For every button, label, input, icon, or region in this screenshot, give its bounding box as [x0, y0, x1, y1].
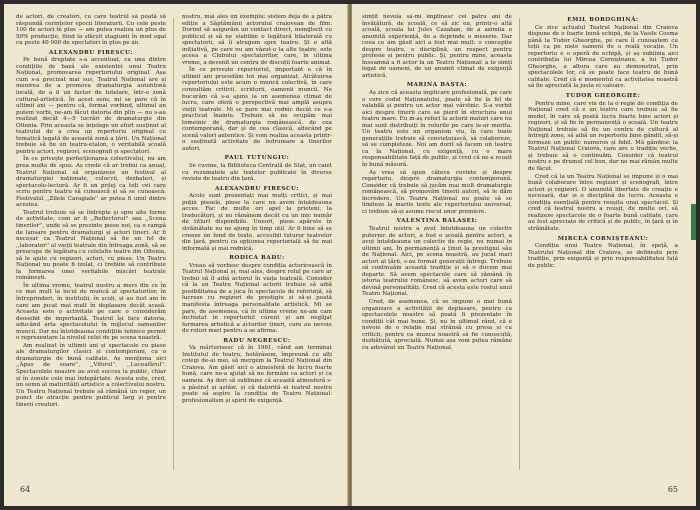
- book-spread: [4, 4, 696, 506]
- paragraph: Am realizat în ultimii ani și spectacole cu piese ale dramaturgilor clasici și contemporani, cu o dramaturgie de bună calitate. Aș menționa aici ,,Apus de soare'', ,,Viforul'', ,,Luceafărul''. Spectacolele noastre au avut succes la public, chiar și în zonele cele mai îndepărtate. Acesta este, cred, un semn al maturității artistice a colectivului nostru. Un Teatru Național trebuie să rămână un reper, un punct de atracție pentru publicul larg și pentru tinerii creatori.: [16, 342, 166, 408]
- paragraph: Aș vrea să spun câteva cuvinte și despre repertoriu, despre dramaturgia contemporană. Consider că trebuie să jucăm mai mult dramaturgie românească, să promovăm tinerii autori, să le dăm încredere. Un Teatru Național nu poate să se limiteze la marile texte ale repertoriului universal, ci trebuie să-și asume riscul unor premiere.: [362, 169, 512, 215]
- left-page: [4, 4, 348, 506]
- paragraph: simțit nevoia să-mi împlinesc cei patru ani de învățătură, de școală, ce să zic eu, printr-o altă școală, școala lui Jules Cazaban, de a asimila o anumită experiență, de a deprinde o meserie. Dar ceea ce am găsit aici a fost mai mult: o concepție despre teatru, o disciplină, un respect pentru profesie și pentru public. Și, pentru mine, aceasta înseamnă a fi actor la un Teatru Național: a te simți legat de oameni, de un anumit climat de exigență artistică.: [362, 14, 512, 79]
- right-column-1: [362, 14, 512, 476]
- speaker-heading: MARINA BAȘTA:: [406, 82, 468, 89]
- speaker-heading: VALENTINA BALAȘEI:: [396, 218, 478, 225]
- speaker-heading: EMIL BOROGHINĂ:: [567, 17, 639, 23]
- column-divider: [519, 18, 520, 470]
- left-column-2: [182, 14, 332, 476]
- paragraph: Ce zice actualul Teatrul Național din Craiova dispune de o foarte bună echipă, de la Vasile Cosma până la Tudor Gheorghe, pe care îi cunoaștem cu toții ca pe niște oameni de o reală vocație. Un repertoriu e o operă de echipă, și aș sublinia aici contribuția lui Mircea Cornișteanu, a lui Tudor Gheorghe, a altora care au demonstrat, prin spectacolele lor, că se poate face teatru de bună calitate. Cred că e momentul ca activitatea noastră să fie apreciată la justa ei valoare.: [528, 24, 678, 90]
- page-number-left: 64: [20, 485, 31, 494]
- paragraph: Pentru mine, care vin de la o regie de condiția de Național cred că e un teatru care trebuie să fie model, în care să poată lucra foarte bine actori și regizori, și să fie în permanență o școală. Un teatru Național trebuie să fie un centru de cultură al întregii zone, să aibă un repertoriu bine gândit, să-și formeze un public numeros și fidel. Mă gândesc la Teatrul Național Craiova, care are o tradiție veche, și trebuie să o continuăm. Consider că teatrul nostru e pe drumul cel bun, dar ne mai rămân multe de făcut.: [528, 100, 678, 173]
- page-number-right: 65: [667, 485, 678, 494]
- right-column-2: [528, 14, 678, 476]
- paragraph: Va mărturisesc că în 1961, când am terminat Institutul de teatru, hotărâsem, împreună cu alți colegi de-ai mei, să mergem la Teatrul Național din Craiova. Am găsit aici o atmosferă de lucru foarte bună, care ne-a ajutat să ne formăm ca actori și ca oameni. Aș dori să subliniez că această atmosferă s-a păstrat și astăzi, și că datorită ei teatrul nostru poate să aspire la condiția de Teatru Național: profesionalism și spirit de exigență.: [182, 345, 332, 404]
- speaker-heading: PAUL TUTUNGIU:: [224, 155, 290, 162]
- paragraph: Cred că la un Teatru Național se impune și o mai bună colaborare între regizori și scenografi, între actori și regizori. O anumită libertate de creație e necesară, dar și o disciplină de lucru. Aceasta e condiția esențială pentru reușita unui spectacol. Și cred că teatrul nostru a reușit, de multe ori, să realizeze spectacole de o foarte bună calitate, care au fost apreciate de critică și de public, în țară și în străinătate.: [528, 173, 678, 232]
- paragraph: de actori, de creatori, cu care teatrul să poată să răspundă cerințelor epocii literaturii. Cu cele peste 100 de actori în plus — am putea realiza un plus de 50% producție, fiind la sfârșit stagiunii în mod egal cu peste 40 000 de spectatori în plus pe an.: [16, 14, 166, 47]
- paragraph: Teatrul nostru a avut întotdeauna un colectiv puternic de actori, a fost o școală pentru actori, a avut întotdeauna un colectiv de regie, nu numai în ultimii ani. În permanență a ținut la prestigiul său de Național. Aici, pe scena noastră, au jucat mari actori ai țării, s-au format generații întregi. Trebuie să continuăm această tradiție și să o ducem mai departe. Să avem spectacole care să rămână în istoria teatrului românesc, să avem actori care să devină personalități. Cred că acesta este rostul unui Teatru Național.: [362, 225, 512, 298]
- paragraph: Aș zice că aceasta implicare profesională, pe care o cere codul Naționalului, poate să fie la fel de valabilă și pentru un actor mai vârstnic. S-a vorbit aici despre tinerii care se pierd în structura unui teatru mare. Eu m-aș referi la actorii maturi care nu mai sunt distribuiți în rolurile pe care le-ar merita. Un teatru este un organism viu, în care toate generațiile trebuie să conviețuiască, să colaboreze, să se completeze. Noi am dorit să facem un teatru ca la Național, cu exigență, cu o mare responsabilitate față de public, și cred că ne-a reușit în bună măsură.: [362, 90, 512, 169]
- paragraph: Teatrul trebuie să se îndrepte și spre alte forme de activitate, cum ar fi ,,Reflectorul'' sau ,,Scena tinerilor'', unde să se prezinte piese noi, ca o rampă de lansare pentru dramaturgi și actori tineri. Ar fi necesar ca Teatrul Național să fie un fel de ,,laborator'' al vieții teatrale din întreaga zonă, să se preocupe de legătura cu celelalte teatre din Oltenia, să le ajute cu regizori, actori, cu piese. Un Teatru Național nu poate fi izolat, ci trebuie să contribuie la formarea unei veritabile mișcări teatrale românești.: [16, 209, 166, 282]
- paragraph: În ce privește perfecționarea colectivului, nu am prea multe de spus. Aș crede că ar trebui ca anual, Teatrul Național să organizeze un festival al dramaturgiei naționale, colocvii, dezbateri, și spectacole-lectură. Ar fi un prilej ca toți cei care scriu pentru teatru să cunoască și să se cunoască. Festivalul ,,Zilele Caragiale'' ar putea fi unul dintre acestea.: [16, 156, 166, 209]
- speaker-heading: RADU NEGRESCU:: [223, 337, 291, 344]
- paragraph: Pe bună dreptate s-a accentuat, ca una dintre condițiile de bază ale existenței unui Teatru Național, promovarea repertoriului original. Așa cum s-a precizat mai sus, Teatrul Național are și menirea de a promova dramaturgia autohtonă locală, de a fi un factor de tutelare, într-o zonă cultural-artistică. În acest sens, mi se pare că în ultimii ani — pentru că, formal vorbind, ultimul an putem vorbi, ne-am făcut datoria din plin — nu s-au realizat decât 4—5 lucrări de dramaturgie din Oltenia. Prin aceasta se înțelege un efort susținut al teatrului de a crea un repertoriu original cu tematică legată de această zonă a țării. Un Național trebuie să fie un teatru-etalon, o veritabilă școală pentru actori, regizori, scenografi și spectatori.: [16, 57, 166, 155]
- speaker-heading: MIRCEA CORNIȘTEANU:: [557, 235, 649, 242]
- speaker-heading: RODICA RADU:: [229, 255, 285, 262]
- paragraph: Acolo sunt prezentați mai mulți critici, și mai puțin piesele, piese la care nu avem întotdeauna acces. Fac de multe ori apel la prieteni, la traducători, și nu rămânem decât cu un mic număr de titluri disponibile. Uneori, piese apărute în străinătate nu ne ajung în timp util. Ar fi bine să se creeze un fond de texte, accesibil tuturor teatrelor din țară, pentru ca opțiunea repertorială să fie mai informată și mai rodnică.: [182, 193, 332, 252]
- left-column-1: [16, 14, 166, 476]
- speaker-heading: ALEXANDRU FIRESCU:: [215, 185, 299, 192]
- paragraph: Condiția unui Teatru Național, în speță, a Teatrului Național din Craiova, se definește prin tradiție, prin exigență și prin responsabilitatea față de public.: [528, 243, 678, 269]
- paragraph: Cred, de asemenea, că se impune o mai bună organizare a activității de deplasare, pentru ca spectacolele noastre să poată fi prezentate în condiții cât mai bune. Și, nu în ultimul rând, că e nevoie de o relație mai strânsă cu presa și cu criticii, pentru ca munca noastră să fie cunoscută, dezbătută, apreciată. Numai așa vom putea rămâne cu adevărat un Teatru Național.: [362, 298, 512, 351]
- bookmark-tab: [691, 204, 696, 240]
- paragraph: În ultima vreme, teatrul nostru a mers din ce în ce mai mult la locul de muncă al spectatorilor, în întreprinderi, în instituții, în școli, și au fost ani în care am jucat mai mult în deplasare decât acasă. Aceasta este o activitate pe care o considerăm deosebit de importantă. Teatrul își face datoria, aducând arta spectacolului în mijlocul oamenilor muncii. Dar nu întotdeauna condițiile tehnice permit o reprezentare la nivelul celei de pe scena noastră.: [16, 282, 166, 342]
- paragraph: În ce privește repertoriul, important e că în ultimii ani procedăm tot mai organizat. Alcătuirea repertoriului este acum o muncă colectivă, în care consultăm criticii, scriitorii, oamenii muncii. Ne bucurăm că s-a ajuns la un asemenea climat de lucru, care oferă o perspectivă mai amplă asupra vieții teatrale. Ni se pare mai rodnic decât ce s-a practicat înainte. Trebuie să ne ocupăm mai temeinic de dramaturgia românească, de cea contemporană, dar și de cea clasică, aducând pe scenă valori autentice. Și vom realiza aceasta printr-o susținută activitate de îndrumare a tinerilor autori.: [182, 67, 332, 152]
- column-divider: [173, 18, 174, 470]
- right-page: [352, 4, 696, 506]
- paragraph: Se cuvine, la Biblioteca Centrală de Stat, un caiet cu rezumatele ale textelor publicate în diverse reviste de teatru din țară.: [182, 163, 332, 183]
- paragraph: nostru, mai ales un exemplu: sistem deja de a pătra ediție a Săptămânii actorului craiovean de film. Dorind să asigurăm un contact direct, nemijlocit cu publicul și să ne stabilim o legătură bilaterală cu spectatorii, să îi atragem spre teatru. Și o altă inițiativă, pe care nu am văzut-o la alte teatre, este aceea a Clubului spectatorilor, care, în ultima vreme, a devenit un centru de discuții foarte animat.: [182, 14, 332, 66]
- speaker-heading: ALEXANDRU FIRESCU:: [49, 49, 133, 56]
- paragraph: Vreau să vorbesc despre condiția actoricească în Teatrul Național și, mai ales, despre rolul pe care ar trebui să îl aibă actorul în viața teatrală. Consider că la un Teatru Național actorii trebuie să aibă posibilitatea de a juca în spectacole de referință, să lucreze cu regizori de prestigiu și să-și poată manifesta întreaga personalitate artistică. Mi se pare, de asemenea, că în ultima vreme ne-am cam închistat în repertoriul curent și am neglijat formarea artistică a actorilor tineri, care au nevoie de roluri mari pentru a se afirma.: [182, 262, 332, 335]
- speaker-heading: TUDOR GHEORGHE:: [565, 93, 641, 100]
